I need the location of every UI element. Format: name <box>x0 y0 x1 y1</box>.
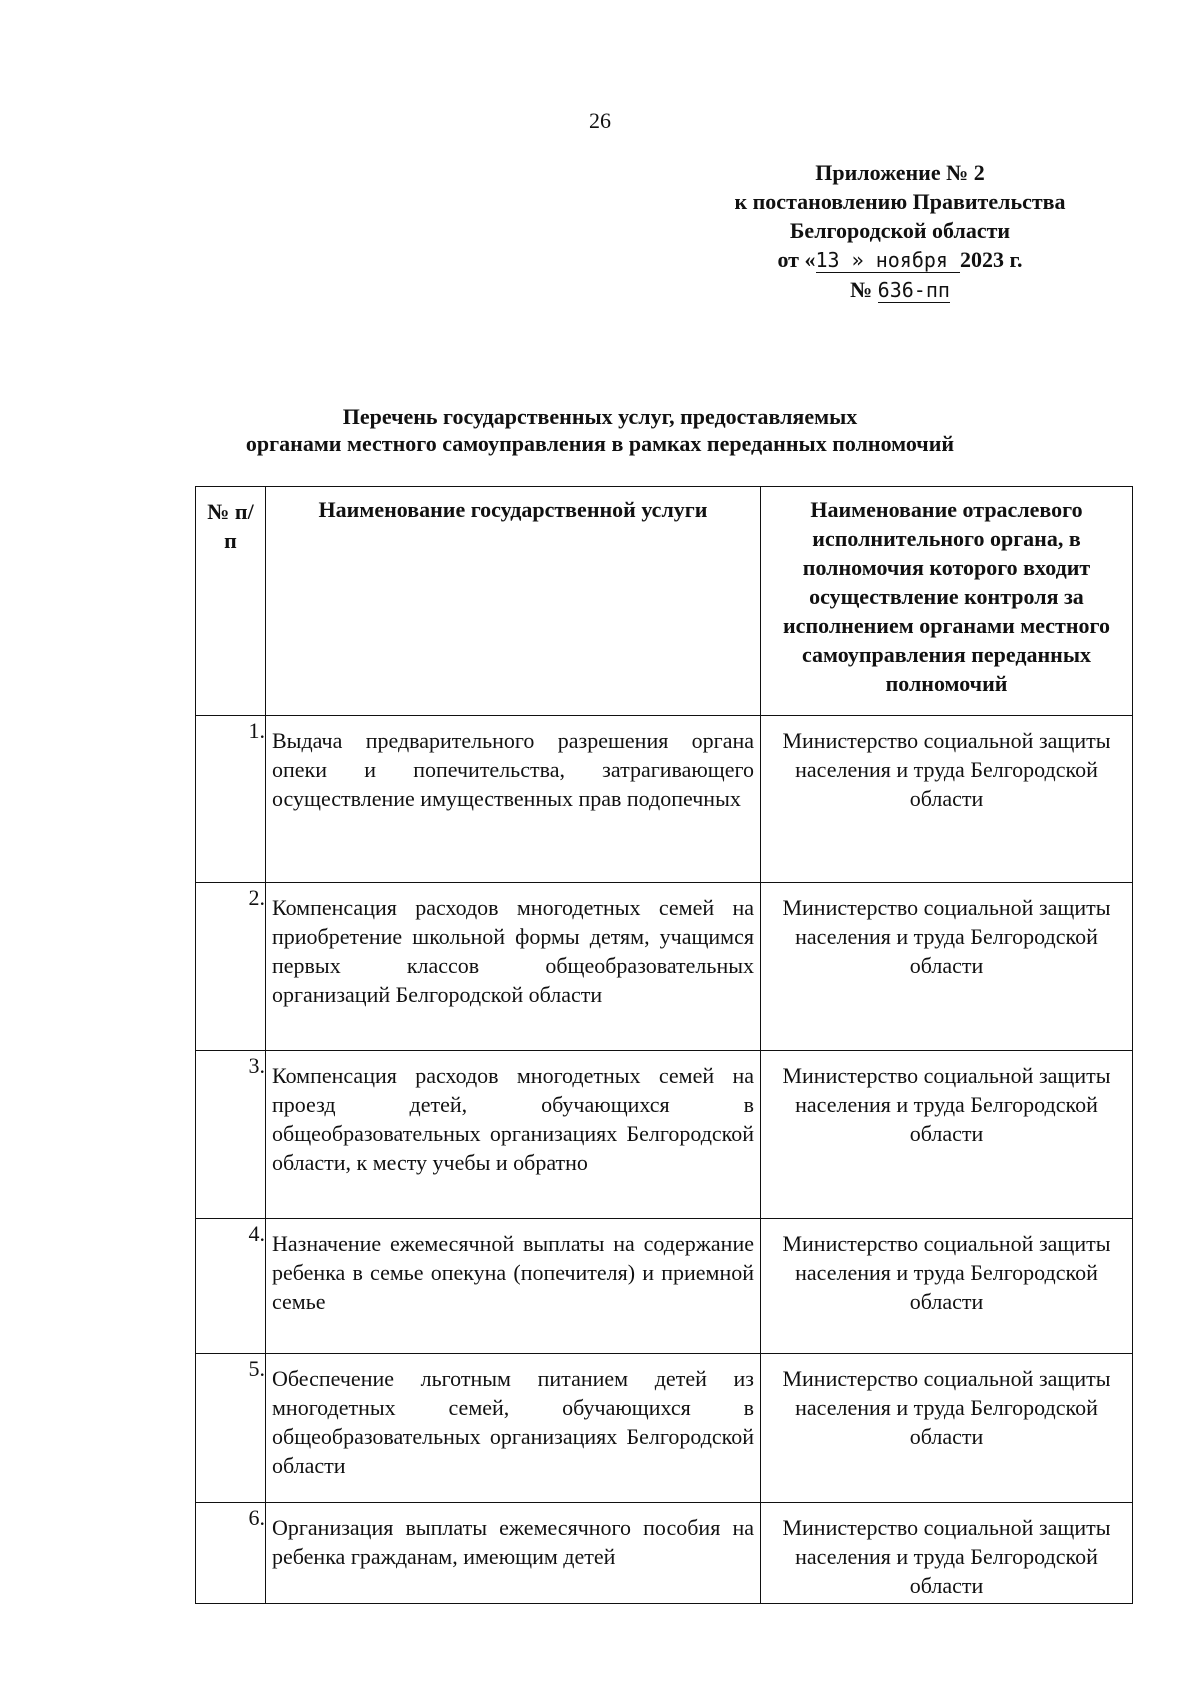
service-name: Компенсация расходов многодетных семей на приобретение школьной формы детям, учащимся первых классов общеобразовательных организаций Белгородской области <box>272 895 754 1007</box>
service-name: Назначение ежемесячной выплаты на содержание ребенка в семье опекуна (попечителя) и приемной семье <box>272 1231 754 1314</box>
authority-name: Министерство социальной защиты населения и труда Белгородской области <box>782 1515 1111 1598</box>
appendix-header <box>700 158 1100 305</box>
table-row <box>196 1219 1133 1354</box>
service-name: Компенсация расходов многодетных семей на проезд детей, обучающихся в общеобразовательных организациях Белгородской области, к месту учебы и обратно <box>272 1063 754 1175</box>
authority-cell <box>761 716 1133 883</box>
authority-cell <box>761 883 1133 1051</box>
header-service-label: Наименование государственной услуги <box>318 497 708 522</box>
header-num-label: № п/п <box>207 499 254 553</box>
row-number: 4. <box>196 1219 266 1354</box>
table-row <box>196 1503 1133 1604</box>
document-title-line1: Перечень государственных услуг, предоставляемых <box>342 404 858 429</box>
date-prefix: от « <box>777 247 816 272</box>
service-name: Выдача предварительного разрешения органа опеки и попечительства, затрагивающего осуществление имущественных прав подопечных <box>272 728 754 811</box>
document-title <box>0 403 1200 457</box>
service-cell <box>266 1503 761 1604</box>
services-table <box>195 486 1133 1604</box>
authority-cell <box>761 1051 1133 1219</box>
row-number: 3. <box>196 1051 266 1219</box>
table-row <box>196 716 1133 883</box>
row-number: 6. <box>196 1503 266 1604</box>
document-title-line2: органами местного самоуправления в рамках переданных полномочий <box>245 431 955 456</box>
service-cell <box>266 716 761 883</box>
table-header-row <box>196 487 1133 716</box>
service-cell <box>266 1219 761 1354</box>
table-row <box>196 1051 1133 1219</box>
header-authority-label: Наименование отраслевого исполнительного органа, в полномочия которого входит осуществление контроля за исполнением органами местного самоуправления переданных полномочий <box>783 497 1110 696</box>
service-cell <box>266 1051 761 1219</box>
date-gap <box>948 248 960 273</box>
authority-cell <box>761 1219 1133 1354</box>
date-day: 13 <box>815 248 840 272</box>
appendix-resolution-ref: к постановлению Правительства <box>734 189 1066 214</box>
appendix-label: Приложение № 2 <box>815 160 985 185</box>
service-name: Обеспечение льготным питанием детей из многодетных семей, обучающихся в общеобразовательных организациях Белгородской области <box>272 1366 754 1478</box>
service-cell <box>266 1354 761 1503</box>
header-authority <box>761 487 1133 716</box>
page-number: 26 <box>589 108 611 133</box>
header-service <box>266 487 761 716</box>
row-number: 2. <box>196 883 266 1051</box>
authority-cell <box>761 1503 1133 1604</box>
number-prefix: № <box>850 277 878 302</box>
table-row <box>196 1354 1133 1503</box>
service-name: Организация выплаты ежемесячного пособия на ребенка гражданам, имеющим детей <box>272 1515 754 1569</box>
authority-name: Министерство социальной защиты населения и труда Белгородской области <box>782 728 1111 811</box>
authority-name: Министерство социальной защиты населения и труда Белгородской области <box>782 1063 1111 1146</box>
appendix-date <box>700 245 1100 275</box>
authority-name: Министерство социальной защиты населения и труда Белгородской области <box>782 1231 1111 1314</box>
table-row <box>196 883 1133 1051</box>
date-year: 2023 г. <box>960 247 1023 272</box>
authority-name: Министерство социальной защиты населения и труда Белгородской области <box>782 895 1111 978</box>
appendix-number <box>700 275 1100 305</box>
date-month: ноября <box>875 248 948 272</box>
date-sep: » <box>839 248 876 272</box>
appendix-region: Белгородской области <box>789 218 1011 243</box>
authority-name: Министерство социальной защиты населения и труда Белгородской области <box>782 1366 1111 1449</box>
service-cell <box>266 883 761 1051</box>
authority-cell <box>761 1354 1133 1503</box>
number-value: 636-пп <box>877 278 950 302</box>
row-number: 1. <box>196 716 266 883</box>
header-num <box>196 487 266 716</box>
row-number: 5. <box>196 1354 266 1503</box>
